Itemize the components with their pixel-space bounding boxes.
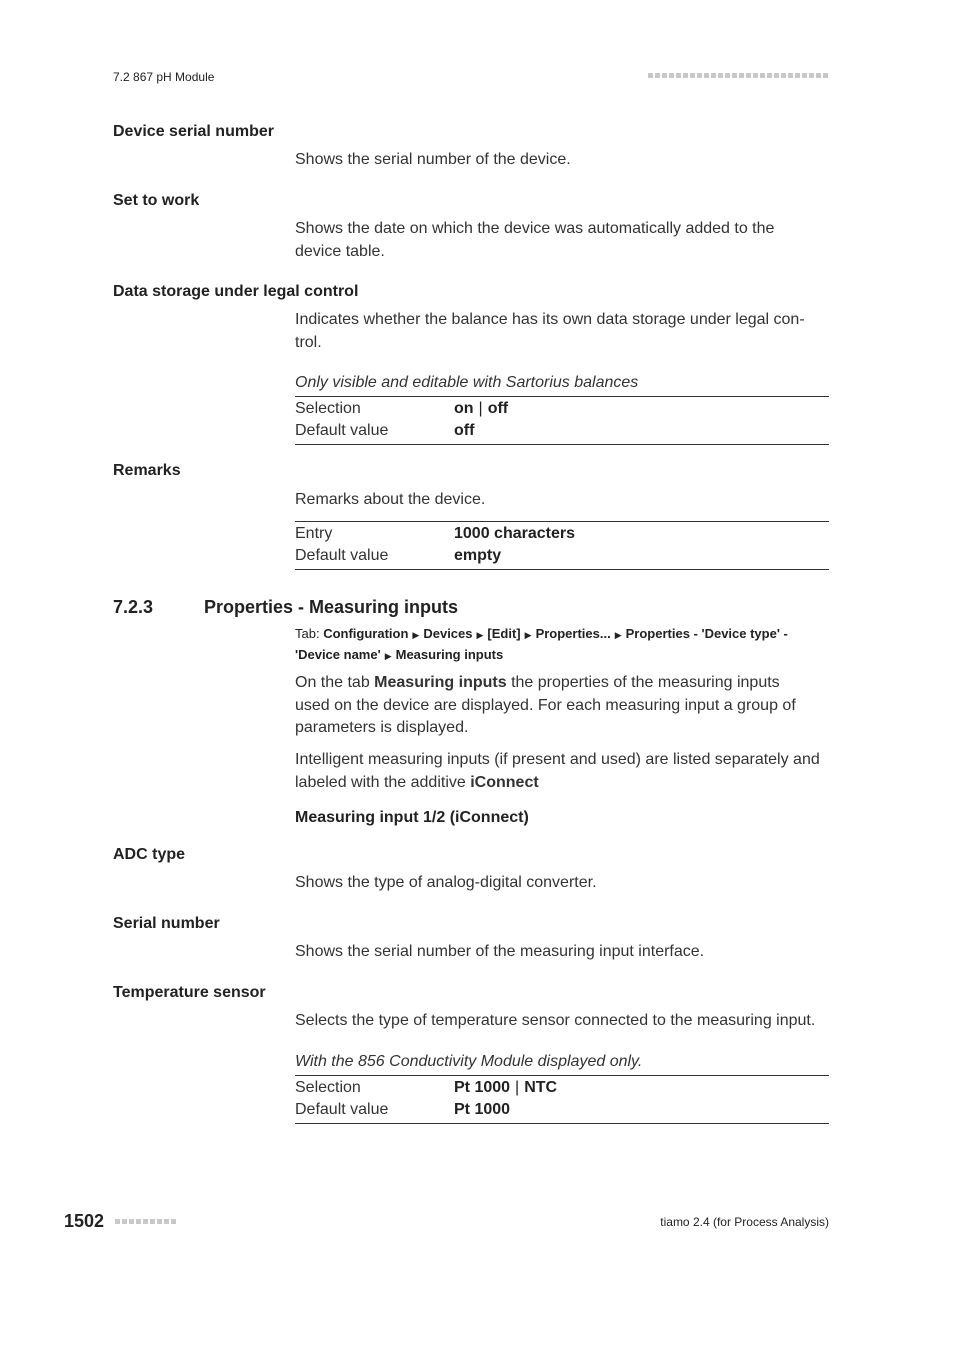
param-table-data-storage (295, 396, 829, 445)
field-desc-device-serial: Shows the serial number of the device. (295, 151, 571, 168)
field-label-device-serial: Device serial number (113, 123, 274, 140)
section-number: 7.2.3 (113, 597, 154, 617)
param-row-selection (295, 398, 829, 420)
param-row-default (295, 545, 829, 567)
decor-square (774, 73, 779, 78)
param-key: Selection (295, 1079, 361, 1096)
crumb: Measuring inputs (395, 647, 504, 662)
arrow-right-icon: ▶ (384, 651, 392, 661)
field-desc-temperature-sensor: Selects the type of temperature sensor connected to the measuring input. (295, 1012, 816, 1029)
crumb: Properties... (535, 626, 611, 641)
decor-square (669, 73, 674, 78)
param-key: Default value (295, 422, 389, 439)
param-row-default (295, 1099, 829, 1121)
decor-square (732, 73, 737, 78)
decor-square (809, 73, 814, 78)
header-decoration (648, 73, 828, 78)
decor-square (739, 73, 744, 78)
subheading: Measuring input 1/2 (iConnect) (295, 809, 529, 826)
param-value: off (454, 422, 475, 439)
decor-square (760, 73, 765, 78)
arrow-right-icon: ▶ (524, 630, 532, 640)
decor-square (781, 73, 786, 78)
decor-square (753, 73, 758, 78)
decor-square (662, 73, 667, 78)
decor-square (823, 73, 828, 78)
page-number: 1502 (64, 1211, 105, 1231)
field-label-set-to-work: Set to work (113, 192, 200, 209)
field-label-temperature-sensor: Temperature sensor (113, 984, 266, 1001)
field-note-temperature-sensor: With the 856 Conductivity Module displayed only. (295, 1053, 643, 1070)
param-value: Pt 1000 | NTC (454, 1079, 558, 1096)
running-header: 7.2 867 pH Module (113, 70, 215, 84)
intro-paragraph: On the tab Measuring inputs the properties of the measuring inputs used on the device are displayed. For each measuring input a group of parameters is displayed. (295, 674, 796, 736)
param-row-selection (295, 1077, 829, 1099)
decor-square (115, 1219, 120, 1224)
arrow-right-icon: ▶ (412, 630, 420, 640)
decor-square (725, 73, 730, 78)
decor-square (655, 73, 660, 78)
field-note-data-storage: Only visible and editable with Sartorius balances (295, 374, 639, 391)
param-value: 1000 characters (454, 525, 575, 542)
decor-square (704, 73, 709, 78)
decor-square (711, 73, 716, 78)
param-row-entry (295, 523, 829, 545)
decor-square (767, 73, 772, 78)
param-row-default (295, 420, 829, 442)
param-key: Default value (295, 547, 389, 564)
decor-square (676, 73, 681, 78)
decor-square (157, 1219, 162, 1224)
crumb: 'Device name' (295, 647, 381, 662)
param-table-remarks (295, 521, 829, 570)
decor-square (164, 1219, 169, 1224)
decor-square (746, 73, 751, 78)
product-name: tiamo 2.4 (for Process Analysis) (660, 1215, 829, 1229)
footer-decoration (115, 1219, 176, 1224)
decor-square (171, 1219, 176, 1224)
field-label-adc-type: ADC type (113, 846, 186, 863)
decor-square (648, 73, 653, 78)
decor-square (150, 1219, 155, 1224)
decor-square (122, 1219, 127, 1224)
param-value: on | off (454, 400, 509, 417)
field-label-remarks: Remarks (113, 462, 181, 479)
field-desc-adc-type: Shows the type of analog-digital converter. (295, 874, 597, 891)
crumb: [Edit] (487, 626, 521, 641)
param-key: Entry (295, 525, 333, 542)
decor-square (136, 1219, 141, 1224)
param-value: Pt 1000 (454, 1101, 511, 1118)
decor-square (143, 1219, 148, 1224)
field-label-serial-number: Serial number (113, 915, 220, 932)
field-label-data-storage: Data storage under legal control (113, 283, 359, 300)
field-desc-serial-number: Shows the serial number of the measuring input interface. (295, 943, 705, 960)
crumb: Properties - 'Device type' - (625, 626, 788, 641)
param-key: Default value (295, 1101, 389, 1118)
decor-square (129, 1219, 134, 1224)
decor-square (788, 73, 793, 78)
arrow-right-icon: ▶ (476, 630, 484, 640)
decor-square (795, 73, 800, 78)
decor-square (697, 73, 702, 78)
field-desc-remarks: Remarks about the device. (295, 491, 486, 508)
decor-square (802, 73, 807, 78)
section-title: Properties - Measuring inputs (204, 597, 459, 617)
crumb: Configuration (323, 626, 409, 641)
decor-square (816, 73, 821, 78)
field-desc-set-to-work: Shows the date on which the device was automatically added to the device table. (295, 220, 775, 260)
breadcrumb: Tab: Configuration ▶ Devices ▶ [Edit] ▶ Properties... ▶ Properties - 'Device type' - 'Device name' ▶ Measuring inputs (295, 626, 788, 662)
field-desc-data-storage: Indicates whether the balance has its own data storage under legal con- trol. (295, 311, 805, 351)
arrow-right-icon: ▶ (614, 630, 622, 640)
decor-square (690, 73, 695, 78)
iconnect-paragraph: Intelligent measuring inputs (if present and used) are listed separately and labeled with the additive iConnect (295, 751, 820, 791)
param-table-temperature-sensor (295, 1075, 829, 1124)
param-value: empty (454, 547, 502, 564)
crumb: Devices (423, 626, 473, 641)
param-key: Selection (295, 400, 361, 417)
decor-square (718, 73, 723, 78)
decor-square (683, 73, 688, 78)
